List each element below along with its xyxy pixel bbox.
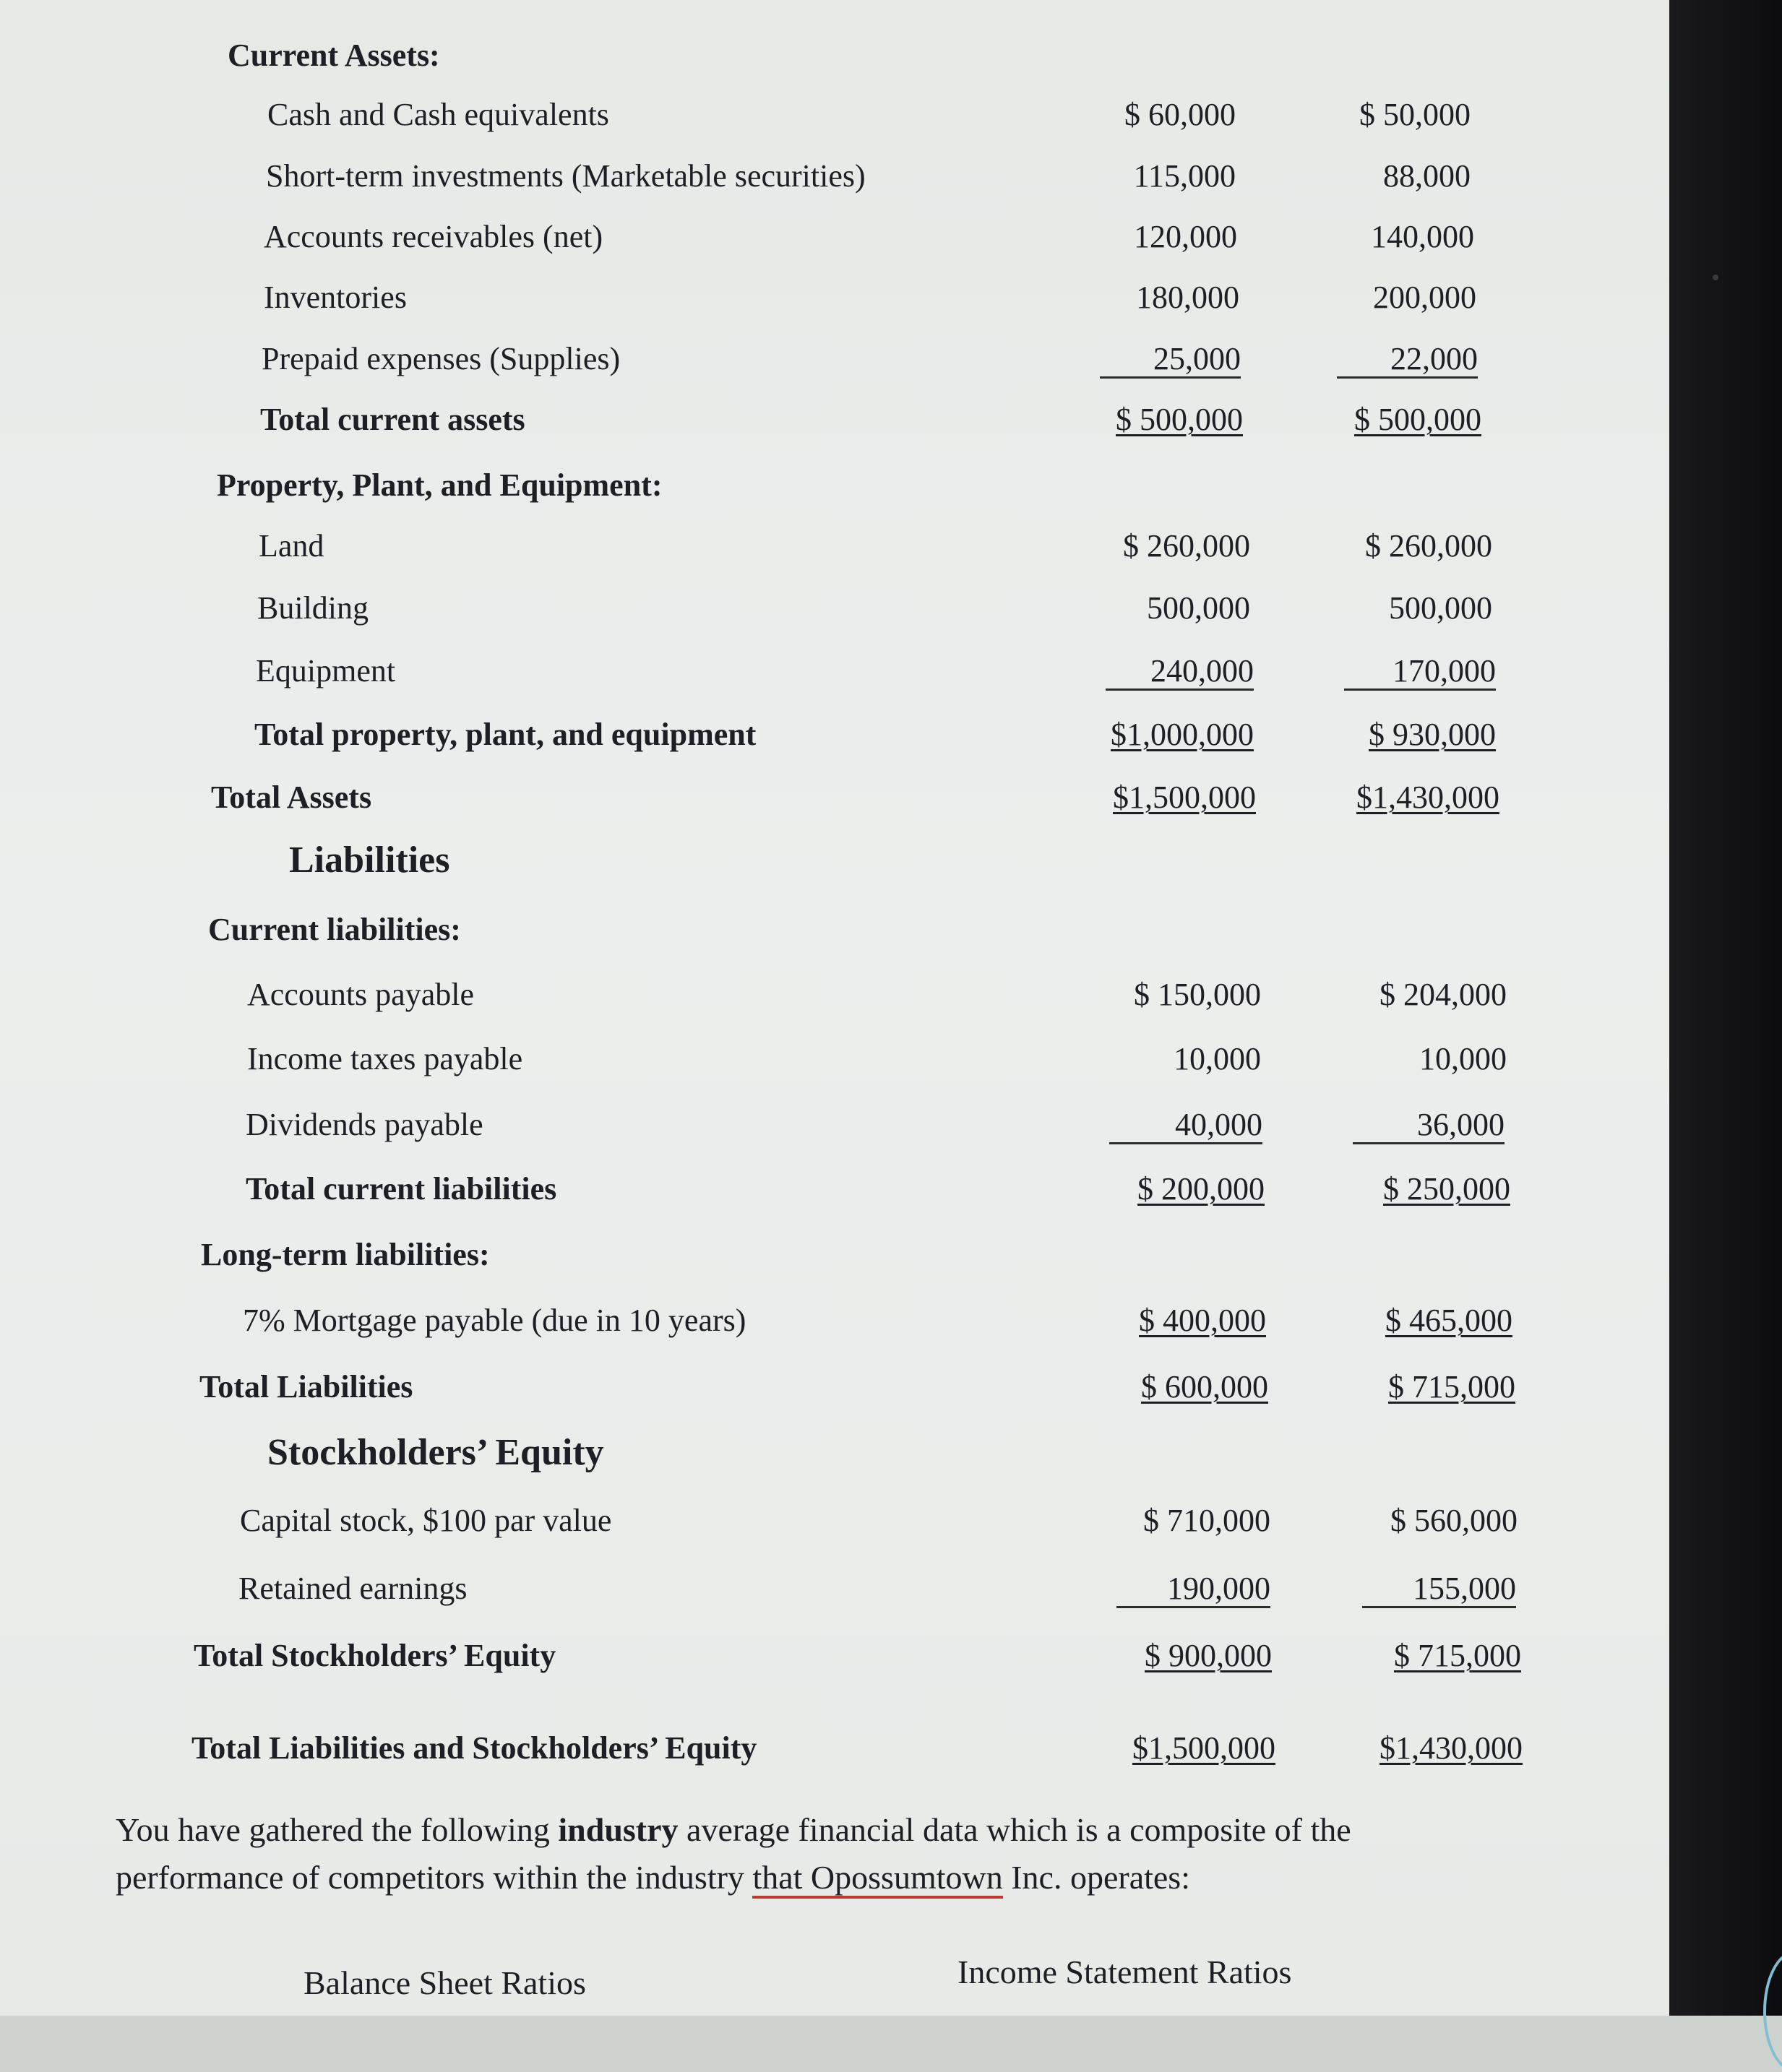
- row-label: Prepaid expenses (Supplies): [262, 341, 621, 376]
- value-year1: 240,000: [1106, 655, 1254, 691]
- row-label: Retained earnings: [238, 1571, 468, 1606]
- value-year1: 115,000: [1133, 158, 1236, 194]
- monitor-bezel: [1669, 0, 1782, 2016]
- value-year2: 140,000: [1371, 219, 1474, 254]
- value-year1: 25,000: [1100, 343, 1241, 379]
- value-year2: $ 715,000: [1388, 1369, 1515, 1404]
- row-label: Short-term investments (Marketable securities): [266, 158, 866, 194]
- value-year2: $ 715,000: [1394, 1638, 1521, 1673]
- spellcheck-underline: that Opossumtown: [752, 1859, 1002, 1899]
- equity-heading: Stockholders’ Equity: [267, 1432, 604, 1473]
- value-year1: $ 200,000: [1137, 1171, 1265, 1206]
- value-year2: $ 204,000: [1379, 977, 1507, 1012]
- industry-data-paragraph: [116, 1806, 1489, 1902]
- value-year2: 36,000: [1353, 1109, 1505, 1144]
- row-label: 7% Mortgage payable (due in 10 years): [243, 1303, 746, 1338]
- value-year1: $ 710,000: [1143, 1503, 1270, 1538]
- value-year2: $ 930,000: [1369, 717, 1496, 752]
- row-label: Total current assets: [260, 402, 525, 437]
- row-label: Total property, plant, and equipment: [254, 717, 757, 752]
- row-label: Total Stockholders’ Equity: [194, 1638, 556, 1673]
- value-year2: $ 250,000: [1383, 1171, 1510, 1206]
- value-year1: 500,000: [1147, 590, 1250, 626]
- value-year2: 22,000: [1337, 343, 1478, 379]
- value-year1: $ 260,000: [1123, 528, 1250, 564]
- longterm-liabilities-heading: Long-term liabilities:: [201, 1237, 490, 1272]
- row-label: Accounts receivables (net): [264, 219, 603, 254]
- value-year1: 40,000: [1109, 1109, 1262, 1144]
- value-year2: 10,000: [1419, 1041, 1507, 1076]
- value-year1: $1,500,000: [1113, 780, 1256, 815]
- row-label: Inventories: [264, 280, 407, 315]
- ppe-heading: Property, Plant, and Equipment:: [217, 467, 663, 503]
- balance-sheet-ratios-label: Balance Sheet Ratios: [304, 1964, 586, 2001]
- row-label: Total Assets: [211, 780, 372, 815]
- value-year1: 10,000: [1174, 1041, 1261, 1076]
- value-year2: 200,000: [1373, 280, 1476, 315]
- value-year1: $ 400,000: [1139, 1303, 1266, 1338]
- paragraph-text: Inc. operates:: [1002, 1859, 1190, 1896]
- row-label: Income taxes payable: [247, 1041, 523, 1076]
- row-label: Dividends payable: [246, 1107, 483, 1142]
- value-year1: $1,500,000: [1132, 1730, 1275, 1766]
- current-assets-heading: Current Assets:: [228, 38, 440, 73]
- value-year1: $ 60,000: [1124, 97, 1236, 132]
- row-label: Total current liabilities: [246, 1171, 557, 1206]
- liabilities-heading: Liabilities: [289, 839, 450, 881]
- value-year2: $ 260,000: [1365, 528, 1492, 564]
- value-year1: 180,000: [1136, 280, 1239, 315]
- value-year1: 120,000: [1134, 219, 1237, 254]
- value-year2: $ 560,000: [1390, 1503, 1518, 1538]
- paragraph-bold: industry: [558, 1811, 679, 1848]
- value-year1: $ 150,000: [1134, 977, 1261, 1012]
- value-year2: 88,000: [1383, 158, 1471, 194]
- value-year1: $ 600,000: [1141, 1369, 1268, 1404]
- row-label: Accounts payable: [247, 977, 474, 1012]
- value-year2: $ 50,000: [1359, 97, 1471, 132]
- bezel-sensor-dot: [1713, 275, 1718, 280]
- row-label: Cash and Cash equivalents: [267, 97, 609, 132]
- value-year1: $ 500,000: [1116, 402, 1243, 437]
- value-year2: 170,000: [1344, 655, 1496, 691]
- value-year1: 190,000: [1116, 1573, 1270, 1608]
- paragraph-text: You have gathered the following: [116, 1811, 559, 1848]
- row-label: Equipment: [256, 653, 396, 688]
- value-year2: 155,000: [1362, 1573, 1516, 1608]
- income-statement-ratios-label: Income Statement Ratios: [957, 1954, 1292, 1990]
- value-year2: $ 500,000: [1354, 402, 1481, 437]
- row-label: Building: [257, 590, 369, 626]
- current-liabilities-heading: Current liabilities:: [208, 912, 461, 947]
- row-label: Total Liabilities and Stockholders’ Equity: [191, 1730, 757, 1766]
- value-year2: $1,430,000: [1356, 780, 1499, 815]
- value-year2: $1,430,000: [1379, 1730, 1523, 1766]
- value-year2: 500,000: [1389, 590, 1492, 626]
- row-label: Land: [259, 528, 324, 564]
- value-year1: $1,000,000: [1111, 717, 1254, 752]
- paragraph-text: average financial data which is a composite of the performance of competitors within the industry: [116, 1811, 1351, 1896]
- value-year1: $ 900,000: [1145, 1638, 1272, 1673]
- row-label: Total Liabilities: [199, 1369, 413, 1404]
- row-label: Capital stock, $100 par value: [240, 1503, 612, 1538]
- value-year2: $ 465,000: [1385, 1303, 1512, 1338]
